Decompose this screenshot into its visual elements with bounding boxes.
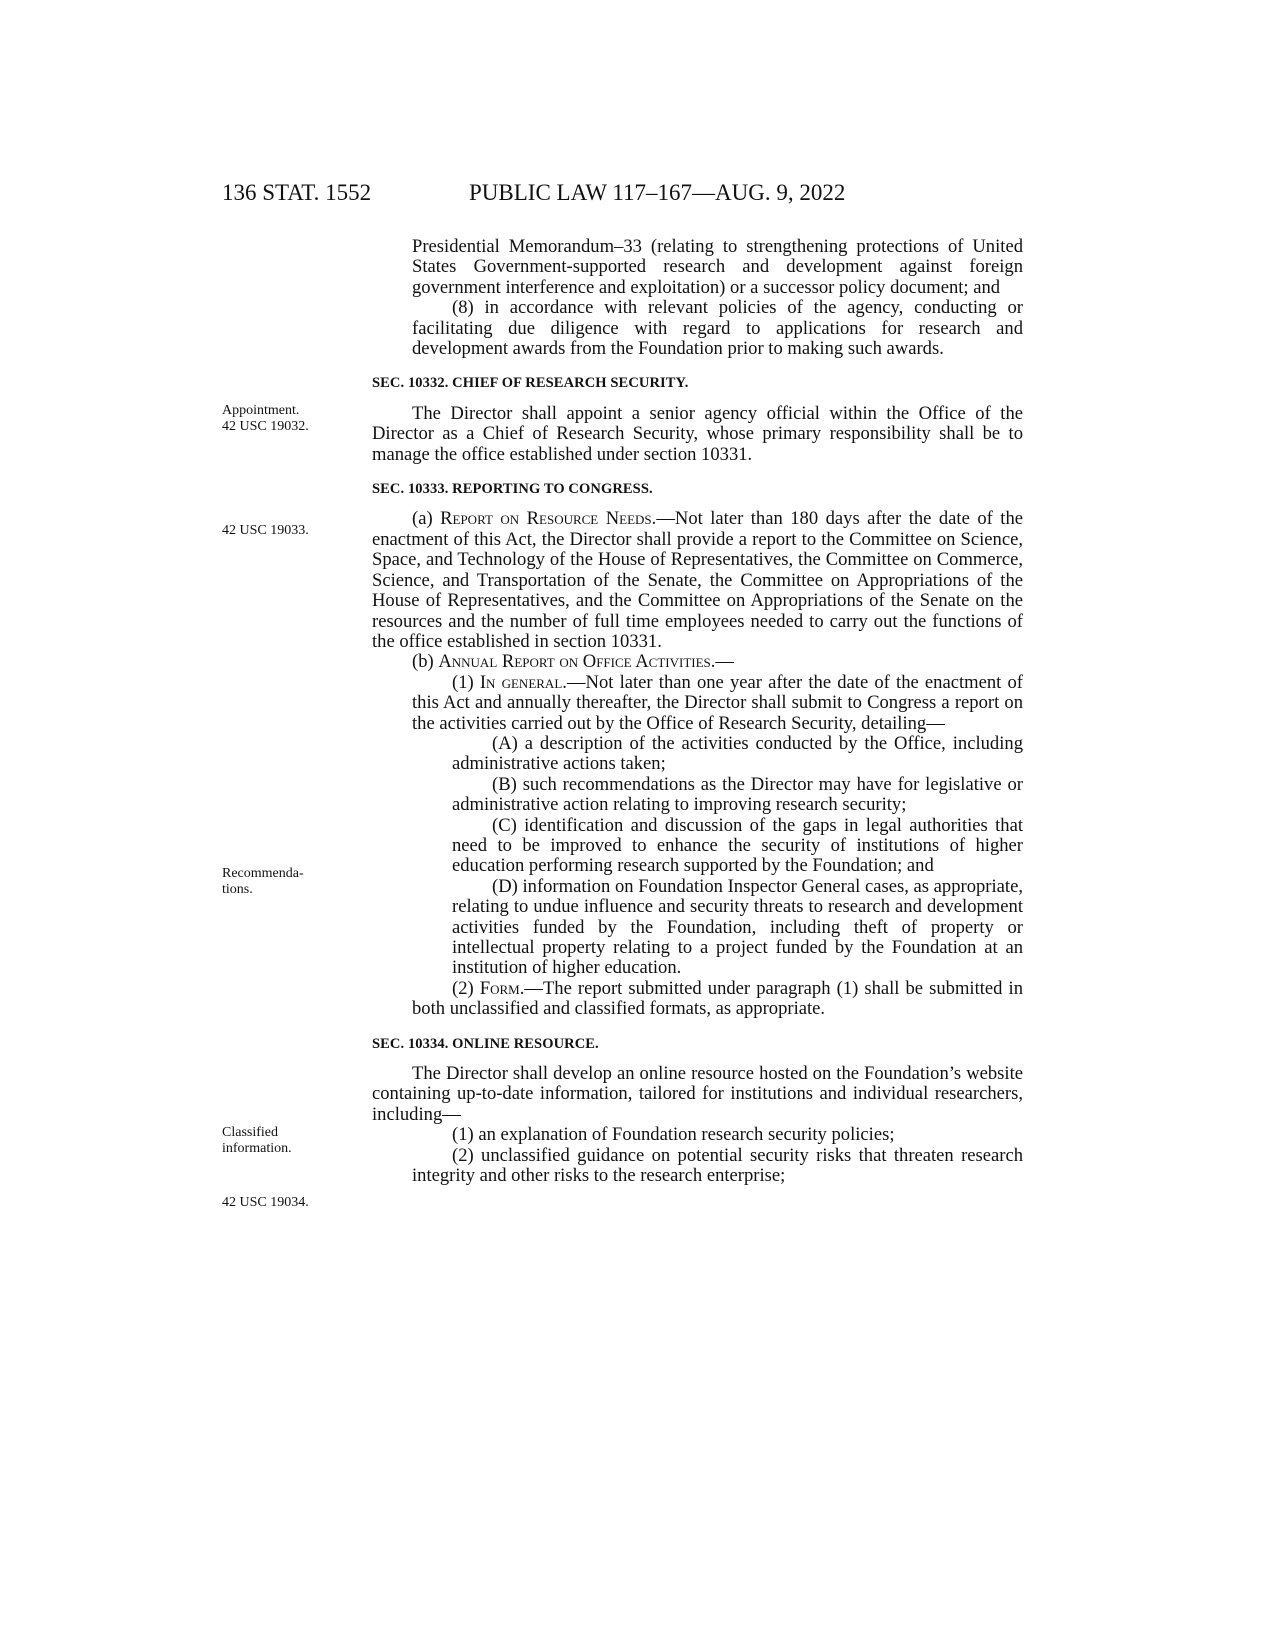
subsection-a: (a) Report on Resource Needs.—Not later than 180 days after the date of the enactment of this Act, the Director shall provide a report to the Committee on Science, Space, and Technology of the House of Representatives, the Committee on Commerce, Science, and Transportation of the Senate, the Committee on Appropriations of the House of Representatives, and the Committee on Appropriations of the Senate on the resources and the number of full time employees needed to carry out the functions of the office established in section 10331. <box>372 508 1023 652</box>
resource-item-1: (1) an explanation of Foundation research security policies; <box>452 1124 895 1146</box>
paragraph-b1: (1) In general.—Not later than one year after the date of the enactment of this Act and annually thereafter, the Director shall submit to Congress a report on the activities carried out by the Office of Research Security, detailing— <box>412 671 1023 734</box>
section-10332-text: The Director shall appoint a senior agency official within the Office of the Director as a Chief of Research Security, whose primary responsibility shall be to manage the office established under section 10331. <box>372 402 1023 465</box>
subparagraph-C: (C) identification and discussion of the gaps in legal authorities that need to be improved to enhance the security of institutions of higher education performing research supported by the Foundation; and <box>452 814 1023 877</box>
stat-page-number: 136 STAT. 1552 <box>222 180 372 205</box>
margin-note-19033: 42 USC 19033. <box>222 523 309 538</box>
paragraph-continuation: Presidential Memorandum–33 (relating to strengthening protections of United States Government-supported research and development against foreign government interference and exploitation) or a successor policy document; and <box>412 236 1023 298</box>
margin-note-recommendations: Recommenda- tions. <box>222 866 304 897</box>
resource-item-2: (2) unclassified guidance on potential security risks that threaten research integrity and other risks to the research enterprise; <box>412 1144 1023 1187</box>
subsection-b: (b) Annual Report on Office Activities.— <box>412 651 734 673</box>
subparagraph-D: (D) information on Foundation Inspector General cases, as appropriate, relating to undue influence and security threats to research and development activities funded by the Foundation, including theft of property or intellectual property relating to a project funded by the Foundation at an institution of higher education. <box>452 875 1023 979</box>
paragraph-8: (8) in accordance with relevant policies of the agency, conducting or facilitating due diligence with regard to applications for research and development awards from the Foundation prior to making such awards. <box>412 297 1023 360</box>
section-10334-text: The Director shall develop an online resource hosted on the Foundation’s website containing up-to-date information, tailored for institutions and individual researchers, including— <box>372 1063 1023 1125</box>
public-law-title: PUBLIC LAW 117–167—AUG. 9, 2022 <box>469 180 846 205</box>
paragraph-b2: (2) Form.—The report submitted under paragraph (1) shall be submitted in both unclassified and classified formats, as appropriate. <box>412 977 1023 1020</box>
subparagraph-B: (B) such recommendations as the Director may have for legislative or administrative action relating to improving research security; <box>452 773 1023 816</box>
subparagraph-A: (A) a description of the activities conducted by the Office, including administrative actions taken; <box>452 732 1023 775</box>
section-10334-heading: SEC. 10334. ONLINE RESOURCE. <box>372 1035 599 1052</box>
page-header <box>222 180 1022 212</box>
statute-body <box>372 237 1023 1186</box>
margin-note-19034: 42 USC 19034. <box>222 1195 309 1210</box>
margin-note-appointment: Appointment. 42 USC 19032. <box>222 403 309 434</box>
section-10333-heading: SEC. 10333. REPORTING TO CONGRESS. <box>372 481 653 498</box>
section-10332-heading: SEC. 10332. CHIEF OF RESEARCH SECURITY. <box>372 375 689 392</box>
margin-note-classified: Classified information. <box>222 1125 292 1156</box>
